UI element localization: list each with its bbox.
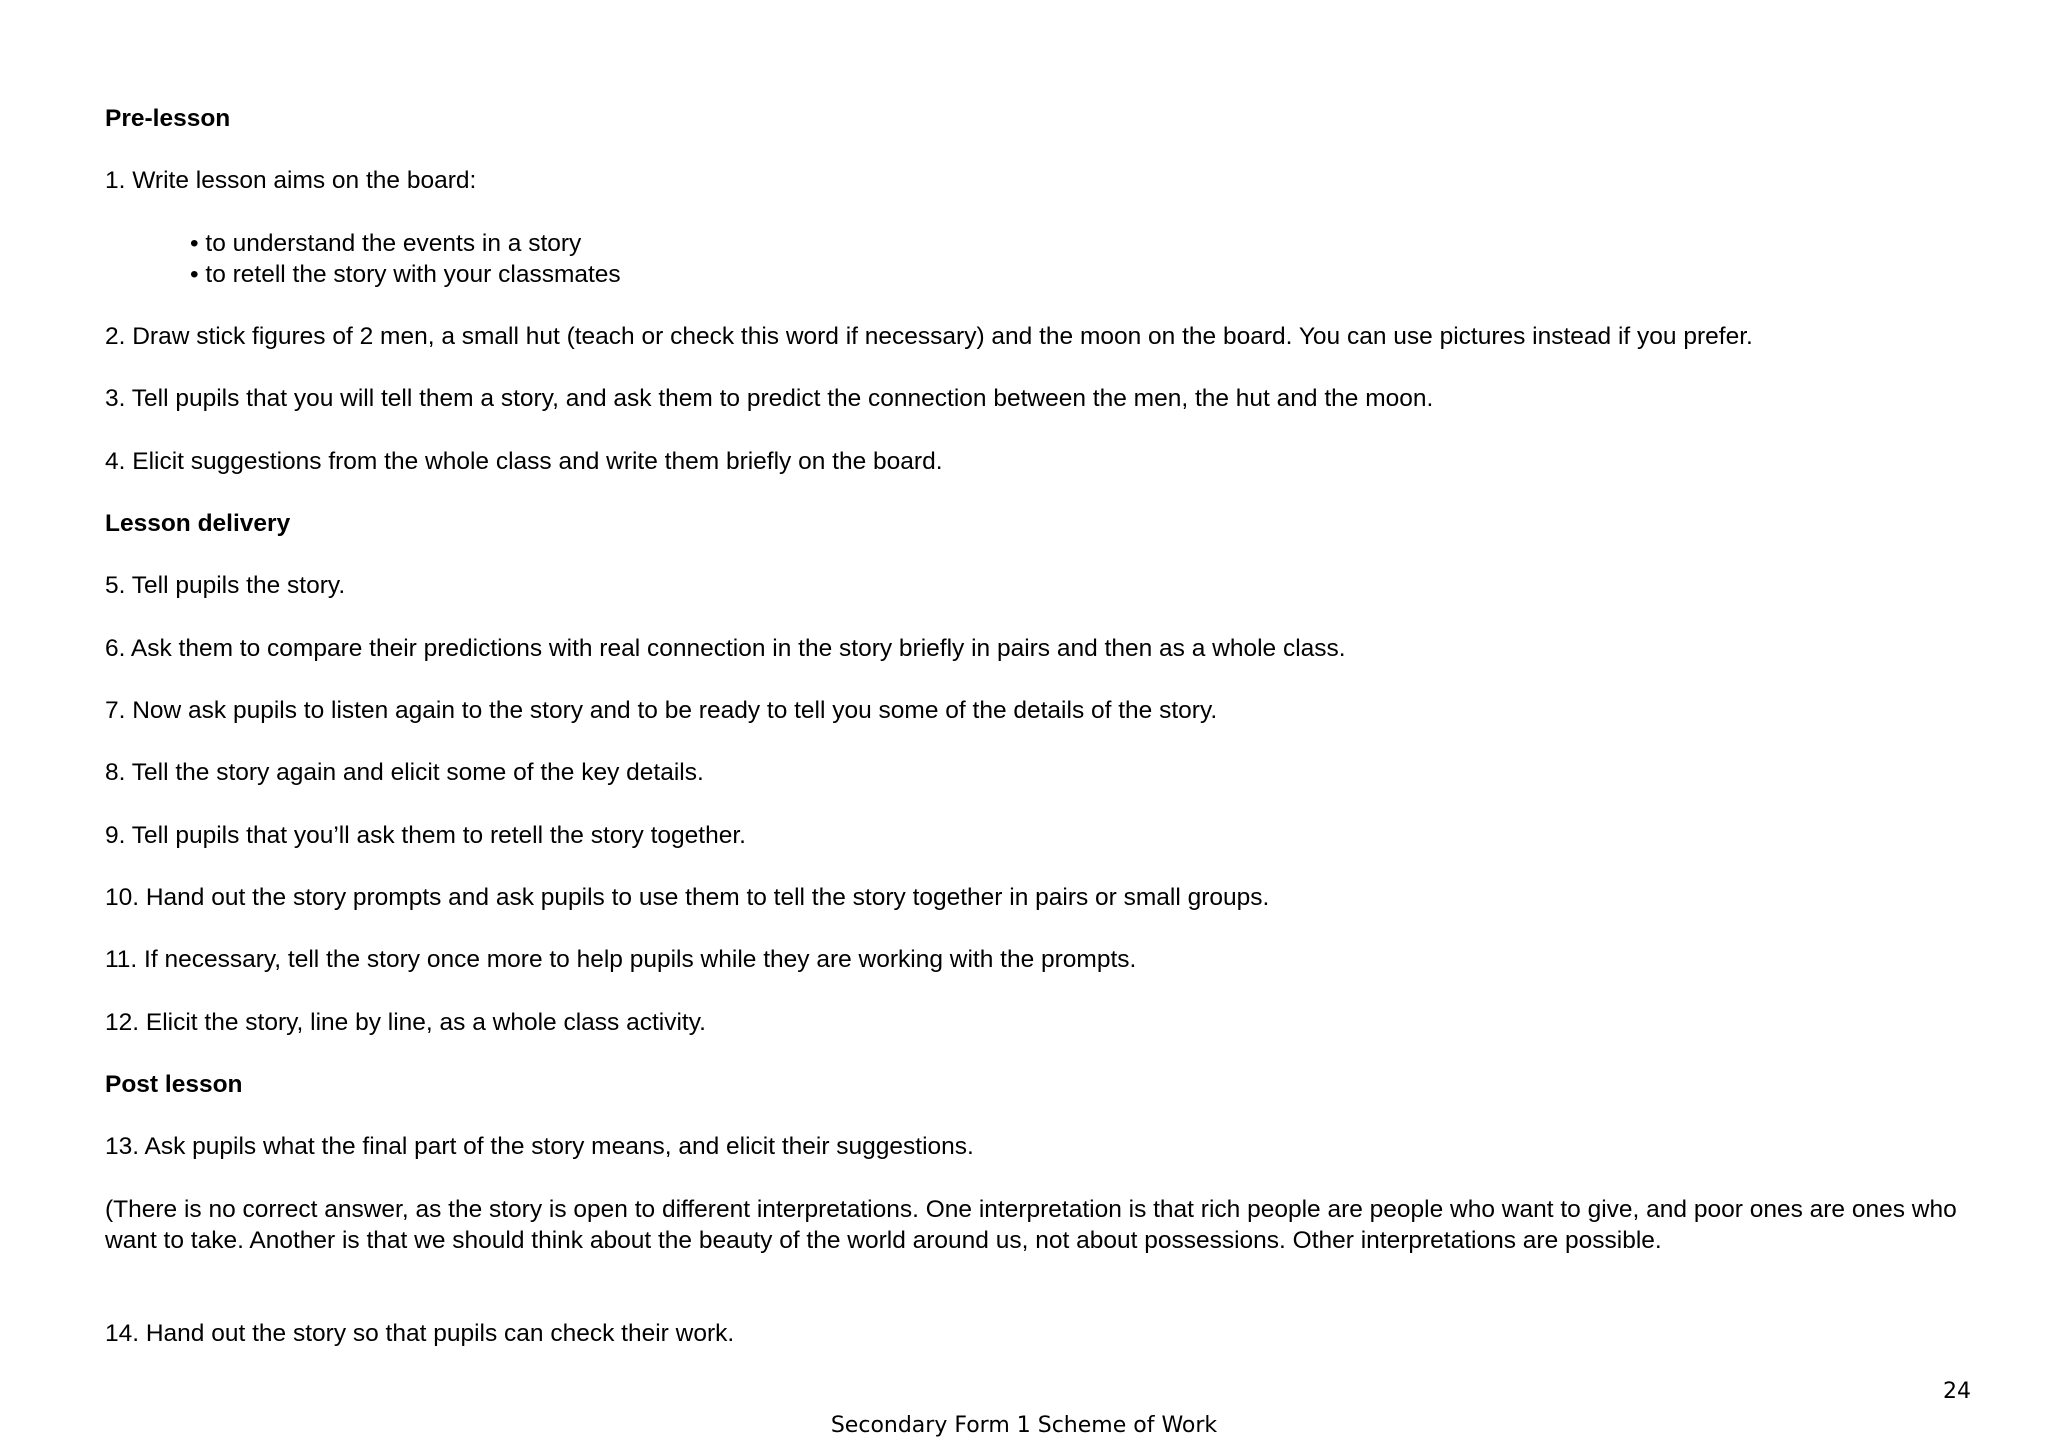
pre-lesson-heading: Pre-lesson	[105, 105, 231, 132]
step-14: 14. Hand out the story so that pupils can check their work.	[105, 1320, 735, 1347]
page-number: 24	[1943, 1379, 1971, 1404]
step-7: 7. Now ask pupils to listen again to the story and to be ready to tell you some of the details of the story.	[105, 697, 1218, 724]
step-4: 4. Elicit suggestions from the whole class and write them briefly on the board.	[105, 448, 943, 475]
step-12: 12. Elicit the story, line by line, as a whole class activity.	[105, 1009, 706, 1036]
step-5: 5. Tell pupils the story.	[105, 572, 346, 599]
step-2: 2. Draw stick figures of 2 men, a small hut (teach or check this word if necessary) and the moon on the board. You can use pictures instead if you prefer.	[105, 323, 1753, 350]
footer-title: Secondary Form 1 Scheme of Work	[830, 1413, 1218, 1438]
lesson-delivery-heading: Lesson delivery	[105, 510, 291, 537]
step-9: 9. Tell pupils that you’ll ask them to retell the story together.	[105, 822, 746, 849]
interpretation-note: (There is no correct answer, as the story is open to different interpretations. One interpretation is that rich people are people who want to give, and poor ones are ones who want to take. Another is that we should think about the beauty of the world around us, not about possessions. Other interpretations are possible.	[105, 1196, 1957, 1254]
lesson-aim-2: • to retell the story with your classmates	[190, 261, 621, 288]
step-3: 3. Tell pupils that you will tell them a story, and ask them to predict the connection between the men, the hut and the moon.	[105, 385, 1434, 412]
post-lesson-heading: Post lesson	[105, 1071, 243, 1098]
step-6: 6. Ask them to compare their predictions with real connection in the story briefly in pairs and then as a whole class.	[105, 635, 1346, 662]
step-13: 13. Ask pupils what the final part of the story means, and elicit their suggestions.	[105, 1133, 974, 1160]
step-1: 1. Write lesson aims on the board:	[105, 167, 477, 194]
step-11: 11. If necessary, tell the story once more to help pupils while they are working with the prompts.	[105, 946, 1137, 973]
step-8: 8. Tell the story again and elicit some of the key details.	[105, 759, 704, 786]
step-10: 10. Hand out the story prompts and ask pupils to use them to tell the story together in pairs or small groups.	[105, 884, 1270, 911]
lesson-aim-1: • to understand the events in a story	[190, 230, 582, 257]
